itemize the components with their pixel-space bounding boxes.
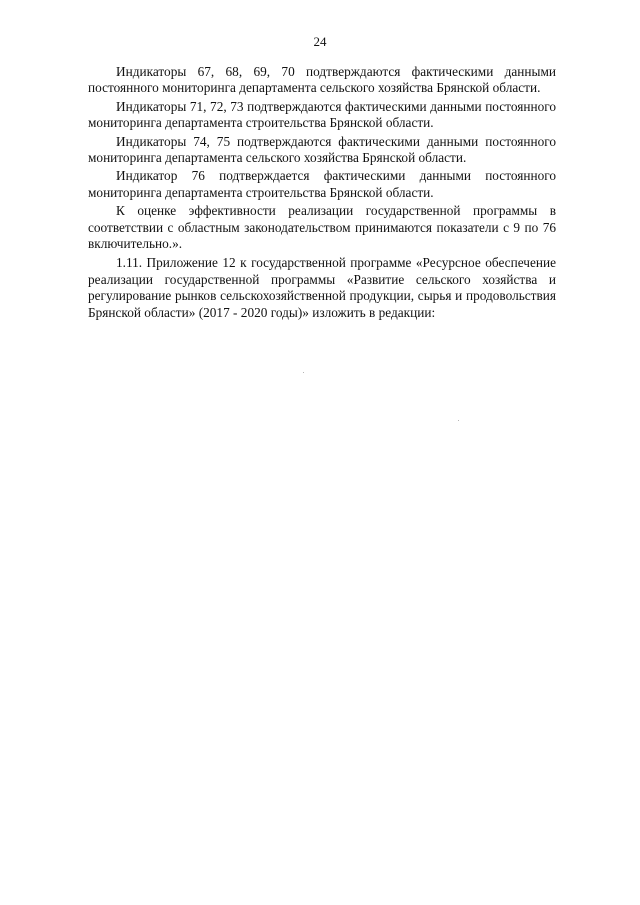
scan-speck bbox=[458, 420, 459, 421]
paragraph-indicator-76: Индикатор 76 подтверждается фактическими данными постоянного мониторинга департамента строительства Брянской области. bbox=[88, 168, 556, 200]
paragraph-efficiency-assessment: К оценке эффективности реализации государственной программы в соответствии с областным законодательством принимаются показатели с 9 по 76 включительно.». bbox=[88, 203, 556, 252]
paragraph-indicators-74-75: Индикаторы 74, 75 подтверждаются фактическими данными постоянного мониторинга департамента сельского хозяйства Брянской области. bbox=[88, 133, 556, 166]
paragraph-indicators-71-73: Индикаторы 71, 72, 73 подтверждаются фактическими данными постоянного мониторинга департамента строительства Брянской области. bbox=[88, 98, 556, 131]
document-body bbox=[88, 64, 556, 323]
paragraph-indicators-67-70: Индикаторы 67, 68, 69, 70 подтверждаются фактическими данными постоянного мониторинга департамента сельского хозяйства Брянской области. bbox=[88, 64, 556, 96]
page-number: 24 bbox=[313, 34, 327, 49]
scan-speck bbox=[303, 372, 304, 373]
paragraph-appendix-12-amendment: 1.11. Приложение 12 к государственной программе «Ресурсное обеспечение реализации государственной программы «Развитие сельского хозяйства и регулирование рынков сельскохозяйственной продукции, сырья и продовольствия Брянской области» (2017 - 2020 годы)» изложить в редакции: bbox=[88, 255, 556, 320]
